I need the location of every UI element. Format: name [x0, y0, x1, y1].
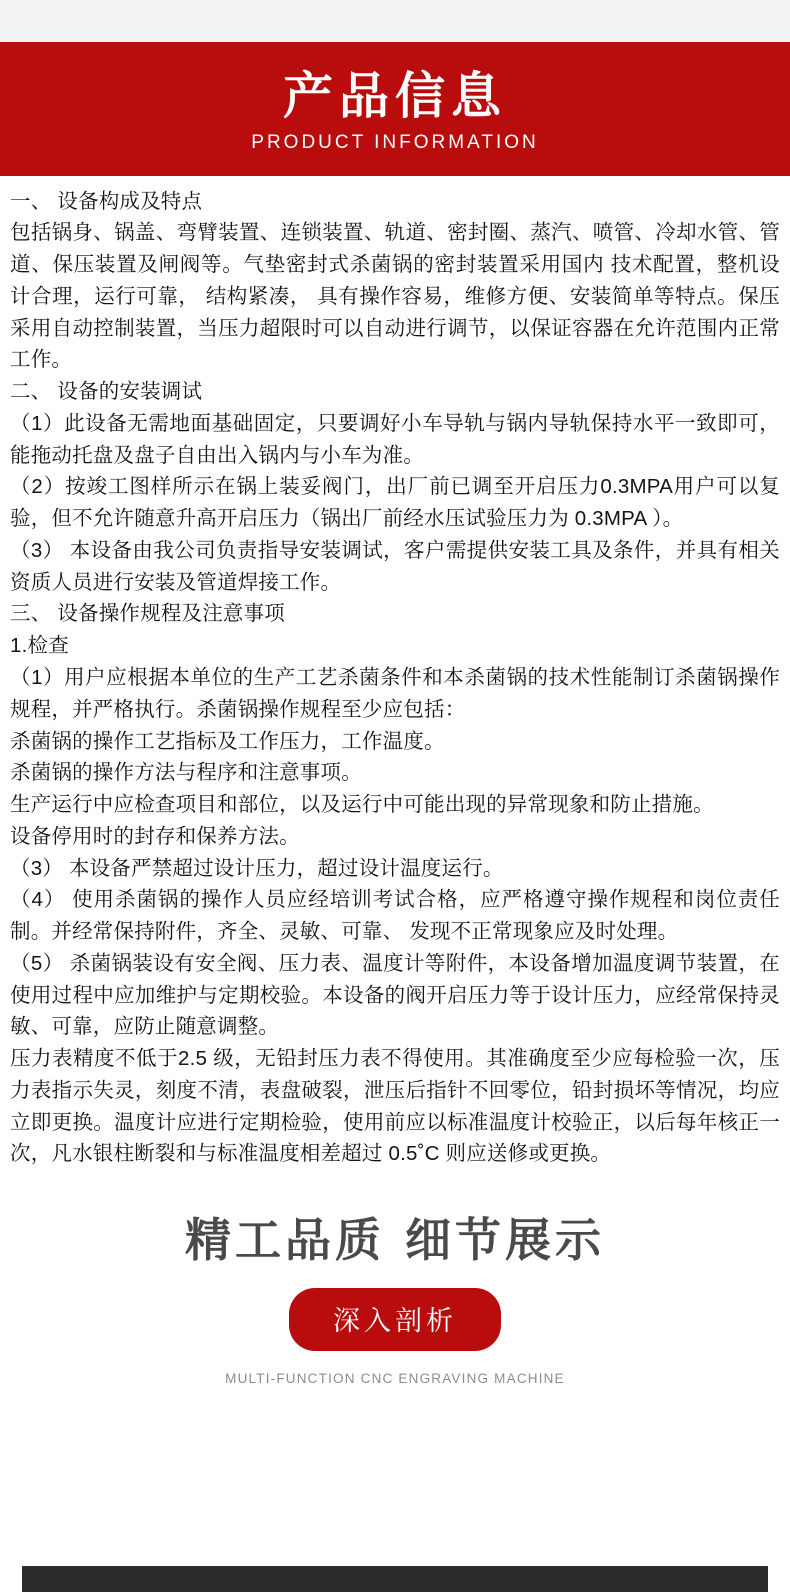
paragraph-1: 包括锅身、锅盖、弯臂装置、连锁装置、轨道、密封圈、蒸汽、喷管、冷却水管、管道、保压装置及闸阀等。气垫密封式杀菌锅的密封装置采用国内 技术配置，整机设计合理，运行可靠， 结构紧凑， 具有操作容易，维修方便、安装简单等特点。保压采用自动控制装置，当压力超限时可以自动进行调节，以保证容器在允许范围内正常工作。 — [10, 221, 780, 372]
section-heading-3: 三、 设备操作规程及注意事项 — [10, 602, 285, 626]
banner-subtitle: PRODUCT INFORMATION — [251, 131, 539, 153]
bottom-bar — [0, 1551, 790, 1592]
cta-container — [0, 1288, 790, 1351]
subsection-heading-check: 1.检查 — [10, 634, 69, 658]
bottom-bar-right-gap — [768, 1566, 790, 1592]
paragraph-13: 压力表精度不低于2.5 级，无铅封压力表不得使用。其准确度至少应每检验一次，压力表指示失灵，刻度不清，表盘破裂，泄压后指针不回零位，铅封损坏等情况，均应立即更换。温度计应进行定期检验，使用前应以标准温度计校验正，以后每年核正一次，凡水银柱断裂和与标准温度相差超过 0.5˚C 则应送修或更换。 — [10, 1047, 780, 1166]
promo-footer — [0, 1204, 790, 1406]
banner-title: 产品信息 — [283, 68, 507, 124]
paragraph-3: （2）按竣工图样所示在锅上装妥阀门，出厂前已调至开启压力0.3MPA用户可以复验，但不允许随意升高开启压力（锅出厂前经水压试验压力为 0.3MPA ）。 — [10, 475, 780, 531]
section-heading-1: 一、 设备构成及特点 — [10, 189, 203, 213]
paragraph-5: （1）用户应根据本单位的生产工艺杀菌条件和本杀菌锅的技术性能制订杀菌锅操作规程，并严格执行。杀菌锅操作规程至少应包括： — [10, 665, 780, 721]
paragraph-6: 杀菌锅的操作工艺指标及工作压力，工作温度。 — [10, 729, 445, 753]
paragraph-4: （3） 本设备由我公司负责指导安装调试，客户需提供安装工具及条件，并具有相关资质人员进行安装及管道焊接工作。 — [10, 538, 780, 594]
paragraph-10: （3） 本设备严禁超过设计压力，超过设计温度运行。 — [10, 856, 504, 880]
product-info-body — [0, 176, 790, 1171]
paragraph-11: （4） 使用杀菌锅的操作人员应经培训考试合格，应严格遵守操作规程和岗位责任制。并经常保持附件，齐全、灵敏、可靠、 发现不正常现象应及时处理。 — [10, 888, 780, 944]
deep-analysis-button[interactable]: 深入剖析 — [289, 1288, 501, 1351]
paragraph-9: 设备停用时的封存和保养方法。 — [10, 824, 300, 848]
top-spacer-strip — [0, 0, 790, 42]
paragraph-2: （1）此设备无需地面基础固定，只要调好小车导轨与锅内导轨保持水平一致即可，能拖动托盘及盘子自由出入锅内与小车为准。 — [10, 411, 780, 467]
bottom-bar-dark — [0, 1566, 790, 1592]
footer-caption: MULTI-FUNCTION CNC ENGRAVING MACHINE — [225, 1371, 565, 1387]
bottom-bar-left-gap — [0, 1566, 22, 1592]
paragraph-8: 生产运行中应检查项目和部位，以及运行中可能出现的异常现象和防止措施。 — [10, 793, 714, 817]
footer-slogan: 精工品质 细节展示 — [184, 1213, 605, 1268]
product-info-banner — [0, 42, 790, 176]
paragraph-12: （5） 杀菌锅装设有安全阀、压力表、温度计等附件，本设备增加温度调节装置，在使用过程中应加维护与定期校验。本设备的阀开启压力等于设计压力，应经常保持灵敏、可靠，应防止随意调整。 — [10, 951, 780, 1039]
paragraph-7: 杀菌锅的操作方法与程序和注意事项。 — [10, 761, 362, 785]
section-heading-2: 二、 设备的安装调试 — [10, 380, 203, 404]
